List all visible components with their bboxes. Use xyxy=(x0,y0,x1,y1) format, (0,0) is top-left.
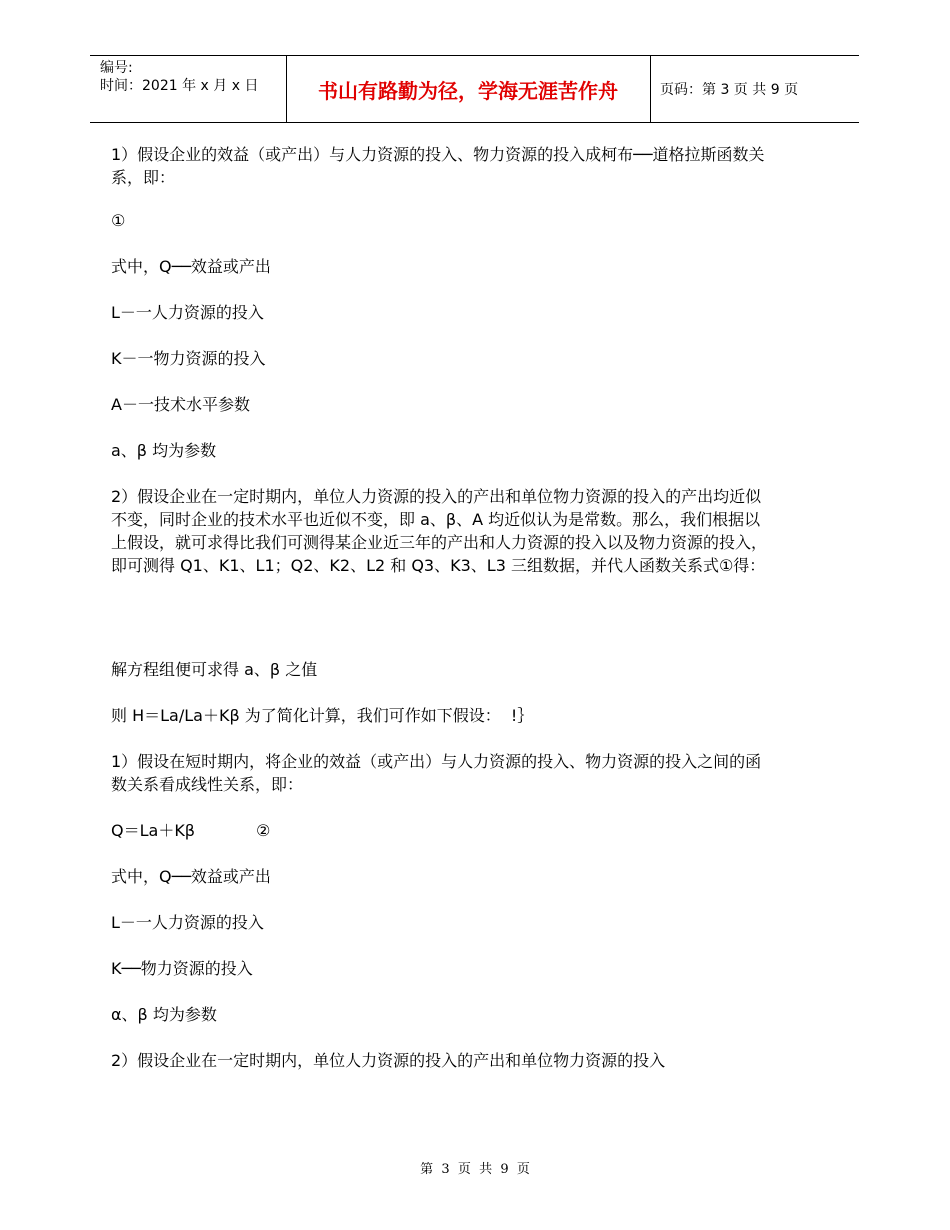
paragraph-solve: 解方程组便可求得 a、β 之值 xyxy=(111,660,318,679)
header-divider xyxy=(650,56,651,122)
header-motto: 书山有路勤为径，学海无涯苦作舟 xyxy=(318,78,618,103)
header-meta xyxy=(100,59,258,95)
paragraph-assumption-4: 2）假设企业在一定时期内，单位人力资源的投入的产出和单位物力资源的投入 xyxy=(111,1051,666,1070)
definition-a: A－一技术水平参数 xyxy=(111,395,250,414)
definition-l-2: L－一人力资源的投入 xyxy=(111,913,264,932)
document-time-label: 时间：2021 年 x 月 x 日 xyxy=(100,78,259,94)
formula-marker-1: ① xyxy=(111,211,126,230)
definition-params: a、β 均为参数 xyxy=(111,441,217,460)
formula-linear: Q＝La＋Kβ ② xyxy=(111,821,271,840)
paragraph-assumption-2: 2）假设企业在一定时期内，单位人力资源的投入的产出和单位物力资源的投入的产出均近似不变，同时企业的技术水平也近似不变，即 a、β、A 均近似认为是常数。那么，我们根据以上假设，就可求得比我们可测得某企业近三年的产出和人力资源的投入以及物力资源的投入，即可测得 Q1、K1、L1；Q2、K2、L2 和 Q3、K3、L3 三组数据，并代人函数关系式①得： xyxy=(111,487,768,575)
definition-k-2: K──物力资源的投入 xyxy=(111,959,253,978)
definition-l: L－一人力资源的投入 xyxy=(111,303,264,322)
definition-q: 式中，Q──效益或产出 xyxy=(111,257,271,276)
page-footer: 第 3 页 共 9 页 xyxy=(420,1162,530,1177)
paragraph-simplify: 则 H＝La/La＋Kβ 为了简化计算，我们可作如下假设： !｝ xyxy=(111,706,534,725)
paragraph-assumption-3: 1）假设在短时期内，将企业的效益（或产出）与人力资源的投入、物力资源的投入之间的函数关系看成线性关系，即： xyxy=(111,752,762,794)
definition-k: K－一物力资源的投入 xyxy=(111,349,266,368)
document-number-label: 编号: xyxy=(100,60,133,76)
paragraph-assumption-1: 1）假设企业的效益（或产出）与人力资源的投入、物力资源的投入成柯布──道格拉斯函数关系，即： xyxy=(111,145,765,187)
document-body xyxy=(111,143,771,1072)
definition-params-2: α、β 均为参数 xyxy=(111,1005,217,1024)
definition-q-2: 式中，Q──效益或产出 xyxy=(111,867,271,886)
page-header xyxy=(90,55,859,123)
header-page-info: 页码：第 3 页 共 9 页 xyxy=(660,82,799,98)
